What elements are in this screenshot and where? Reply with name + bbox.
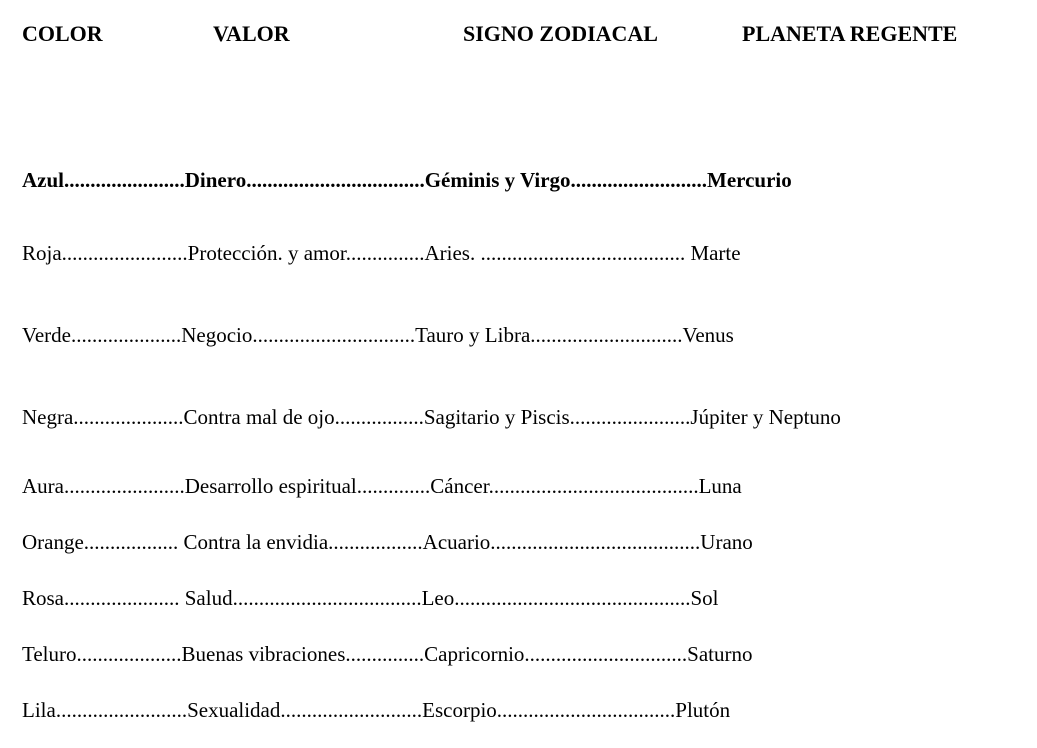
row-azul: Azul.......................Dinero..................................Géminis y Virgo..........................Mercurio [22,168,792,192]
row-roja: Roja........................Protección. y amor...............Aries. ....................................... Marte [22,241,741,265]
row-negra: Negra.....................Contra mal de ojo.................Sagitario y Piscis.......................Júpiter y Neptuno [22,405,841,429]
row-verde: Verde.....................Negocio...............................Tauro y Libra.............................Venus [22,323,734,347]
row-lila: Lila.........................Sexualidad...........................Escorpio..................................Plutón [22,698,731,722]
row-teluro: Teluro....................Buenas vibraciones...............Capricornio...............................Saturno [22,642,753,666]
row-rosa: Rosa...................... Salud....................................Leo.............................................Sol [22,586,719,610]
row-orange: Orange.................. Contra la envidia..................Acuario........................................Urano [22,530,753,554]
header-planeta-regente: PLANETA REGENTE [742,21,958,46]
header-valor: VALOR [213,21,290,46]
header-signo-zodiacal: SIGNO ZODIACAL [463,21,658,46]
row-aura: Aura.......................Desarrollo espiritual..............Cáncer........................................Luna [22,474,742,498]
header-color: COLOR [22,21,103,46]
